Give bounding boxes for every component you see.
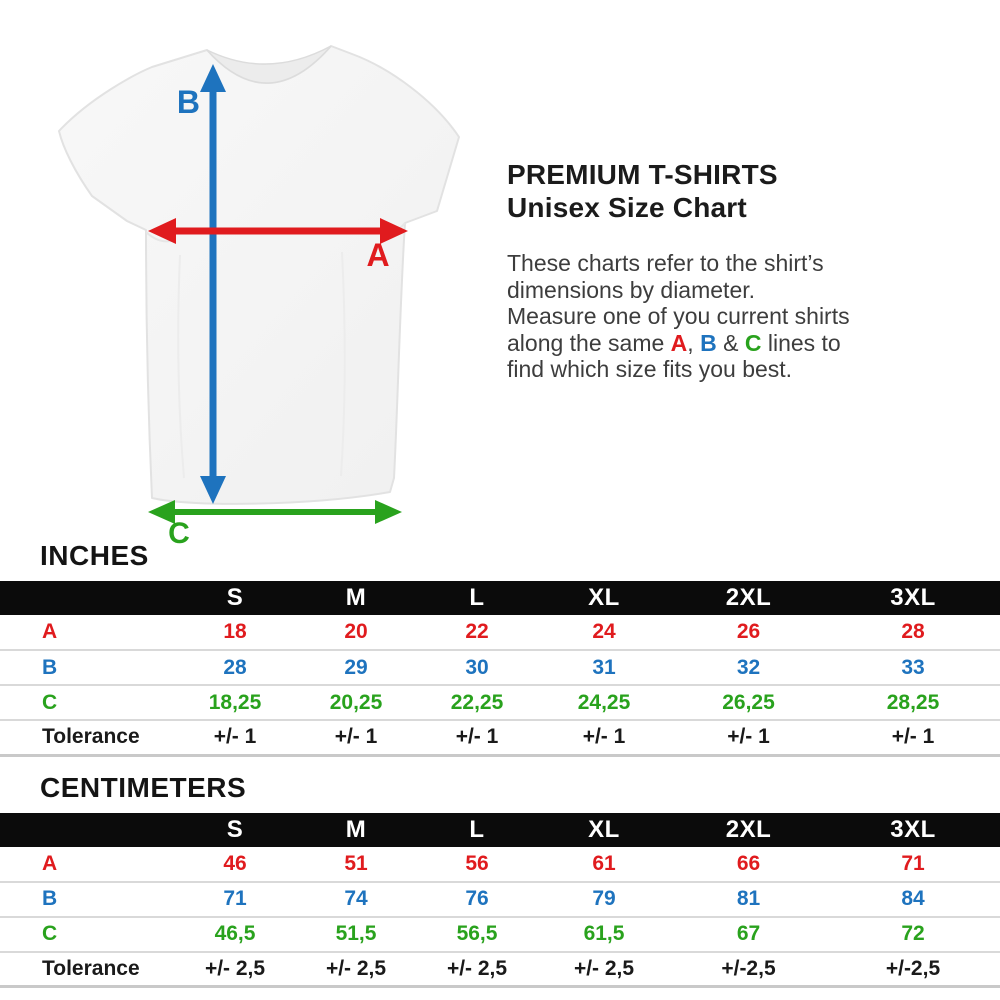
size-table	[0, 581, 1000, 757]
cell-value: +/- 1	[175, 720, 295, 755]
cell-value: 22,25	[417, 685, 537, 720]
cell-value: 71	[826, 847, 1000, 882]
size-column-header: 3XL	[826, 813, 1000, 847]
size-column-header: S	[175, 813, 295, 847]
size-column-header: 2XL	[671, 581, 826, 615]
cell-value: 28	[175, 650, 295, 685]
cell-value: 72	[826, 917, 1000, 952]
size-column-header: L	[417, 813, 537, 847]
info-block	[507, 158, 982, 383]
size-column-header: S	[175, 581, 295, 615]
cell-value: 30	[417, 650, 537, 685]
cell-value: 26	[671, 615, 826, 650]
title-line-1: PREMIUM T-SHIRTS	[507, 159, 778, 190]
cell-value: 84	[826, 882, 1000, 917]
measurement-row	[0, 720, 1000, 755]
row-label: B	[0, 882, 175, 917]
letter-b-ref: B	[700, 329, 717, 356]
cell-value: 22	[417, 615, 537, 650]
row-label: Tolerance	[0, 720, 175, 755]
centimeters-size-table	[0, 813, 1000, 989]
size-column-header: M	[295, 813, 417, 847]
size-column-header: XL	[537, 581, 671, 615]
size-column-header: 3XL	[826, 581, 1000, 615]
row-label: C	[0, 917, 175, 952]
measurement-row	[0, 685, 1000, 720]
arrow-a-label: A	[366, 237, 390, 273]
cell-value: +/- 1	[671, 720, 826, 755]
cell-value: 24	[537, 615, 671, 650]
row-label: Tolerance	[0, 952, 175, 987]
cell-value: 26,25	[671, 685, 826, 720]
cell-value: 32	[671, 650, 826, 685]
measurement-row	[0, 882, 1000, 917]
cell-value: 18	[175, 615, 295, 650]
cell-value: 20	[295, 615, 417, 650]
arrow-b-label: B	[176, 84, 200, 120]
cell-value: 33	[826, 650, 1000, 685]
measurement-row	[0, 917, 1000, 952]
cell-value: +/- 1	[417, 720, 537, 755]
cell-value: 46	[175, 847, 295, 882]
cell-value: 28	[826, 615, 1000, 650]
arrow-c-label: C	[168, 517, 190, 545]
cell-value: 20,25	[295, 685, 417, 720]
cell-value: 18,25	[175, 685, 295, 720]
row-label-column-header	[0, 813, 175, 847]
cell-value: +/-2,5	[671, 952, 826, 987]
size-column-header: L	[417, 581, 537, 615]
inches-table-title: INCHES	[40, 540, 149, 571]
measurement-arrow-c	[148, 500, 402, 545]
tshirt-measurement-diagram	[0, 0, 500, 545]
line4-comma: ,	[687, 329, 701, 356]
measurement-row	[0, 615, 1000, 650]
description-line: Measure one of you current shirts	[507, 303, 850, 329]
cell-value: 79	[537, 882, 671, 917]
letter-a-ref: A	[670, 329, 688, 356]
cell-value: +/- 2,5	[417, 952, 537, 987]
row-label: B	[0, 650, 175, 685]
row-label: A	[0, 847, 175, 882]
cell-value: +/- 1	[295, 720, 417, 755]
title-line-2: Unisex Size Chart	[507, 192, 747, 223]
cell-value: 71	[175, 882, 295, 917]
row-label: A	[0, 615, 175, 650]
description-line: These charts refer to the shirt’s	[507, 250, 824, 276]
measurement-row	[0, 650, 1000, 685]
tshirt-illustration	[59, 46, 459, 504]
measurement-row	[0, 847, 1000, 882]
measurement-row	[0, 952, 1000, 987]
cell-value: 81	[671, 882, 826, 917]
cell-value: 31	[537, 650, 671, 685]
row-label: C	[0, 685, 175, 720]
description-text	[507, 250, 982, 383]
line4-ampersand: &	[716, 329, 745, 356]
centimeters-table-title: CENTIMETERS	[40, 771, 247, 803]
cell-value: 61,5	[537, 917, 671, 952]
cell-value: 74	[295, 882, 417, 917]
cell-value: +/- 1	[537, 720, 671, 755]
cell-value: 29	[295, 650, 417, 685]
cell-value: 56,5	[417, 917, 537, 952]
cell-value: 66	[671, 847, 826, 882]
size-column-header: M	[295, 581, 417, 615]
cell-value: 67	[671, 917, 826, 952]
cell-value: +/-2,5	[826, 952, 1000, 987]
description-line: dimensions by diameter.	[507, 276, 756, 303]
row-label-column-header	[0, 581, 175, 615]
cell-value: 24,25	[537, 685, 671, 720]
cell-value: 51,5	[295, 917, 417, 952]
cell-value: 28,25	[826, 685, 1000, 720]
cell-value: 46,5	[175, 917, 295, 952]
cell-value: +/- 1	[826, 720, 1000, 755]
line4-text-end: lines to	[761, 329, 841, 356]
description-line	[507, 330, 982, 357]
cell-value: 56	[417, 847, 537, 882]
description-line: find which size fits you best.	[507, 356, 793, 382]
page-title	[507, 158, 982, 224]
cell-value: 61	[537, 847, 671, 882]
size-table	[0, 813, 1000, 989]
cell-value: +/- 2,5	[537, 952, 671, 987]
size-column-header: 2XL	[671, 813, 826, 847]
cell-value: +/- 2,5	[295, 952, 417, 987]
cell-value: 76	[417, 882, 537, 917]
cell-value: 51	[295, 847, 417, 882]
size-column-header: XL	[537, 813, 671, 847]
inches-size-table	[0, 581, 1000, 757]
line4-text: along the same	[507, 329, 671, 356]
letter-c-ref: C	[744, 329, 762, 356]
cell-value: +/- 2,5	[175, 952, 295, 987]
size-tables-section	[0, 540, 1000, 988]
